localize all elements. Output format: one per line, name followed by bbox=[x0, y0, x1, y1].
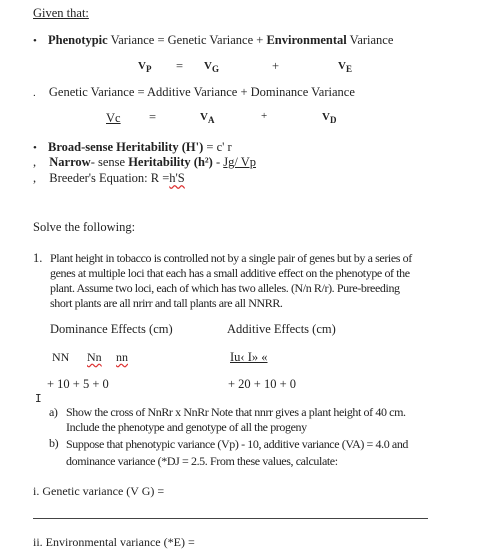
broad-sense-line bbox=[33, 140, 232, 155]
broad-sense-formula: = c' r bbox=[203, 140, 232, 154]
dominance-genotype-nn-lower: nn bbox=[116, 350, 128, 364]
breeders-equation-formula: h'S bbox=[169, 171, 185, 185]
part-a-text bbox=[66, 405, 406, 435]
given-heading: Given that: bbox=[33, 6, 89, 20]
part-b-line-1: Suppose that phenotypic variance (Vp) - 10, additive variance (VA) = 4.0 and bbox=[66, 437, 409, 451]
question-1-line: genes at multiple loci that each has a small additive effect on the phenotype of the bbox=[50, 266, 410, 280]
part-b-text bbox=[66, 436, 408, 470]
vp-symbol: $V_P$ bbox=[138, 60, 152, 75]
va-symbol: $V_A$ bbox=[200, 111, 215, 126]
genetic-variance-text: Genetic Variance = Additive Variance + Dominance Variance bbox=[48, 85, 355, 99]
narrow-sense-line bbox=[33, 155, 256, 170]
part-b-line-2: dominance variance (*DJ = 2.5. From these values, calculate: bbox=[66, 454, 338, 468]
question-1-number: 1. bbox=[33, 251, 43, 265]
part-a-label: a) bbox=[49, 405, 58, 419]
part-a-line-1: Show the cross of NnRr x NnRr Note that nnrr gives a plant height of 40 cm. bbox=[66, 405, 406, 419]
question-1-line: plant. Assume two loci, each of which has two alleles. (N/n R/r). Pure-breeding bbox=[50, 281, 400, 295]
answer-line[interactable] bbox=[33, 518, 428, 519]
breeders-eq-prefix: R = bbox=[147, 171, 170, 185]
ns-dash: - bbox=[212, 155, 224, 169]
vd-symbol: $V_D$ bbox=[322, 111, 337, 126]
text-cursor-icon: I bbox=[35, 392, 42, 405]
dominance-genotype-nn-het: Nn bbox=[87, 350, 102, 364]
environmental-variance-question: ii. Environmental variance (*E) = bbox=[33, 535, 195, 549]
phenotypic-variance-line bbox=[33, 33, 393, 48]
ve-symbol: $V_E$ bbox=[338, 60, 352, 75]
phen-mid-text: Variance = Genetic Variance + bbox=[107, 33, 267, 47]
narrow-sense-formula: Jg/ Vp bbox=[223, 155, 257, 169]
equals-sign-1: = bbox=[176, 59, 184, 73]
heritability-label: Heritability (h²) bbox=[128, 155, 213, 169]
breeders-equation-label: Breeder's Equation: bbox=[49, 171, 148, 185]
plus-sign-2: + bbox=[261, 110, 268, 122]
question-1-line: Plant height in tobacco is controlled not by a single pair of genes but by a series of bbox=[50, 251, 412, 265]
dominance-values: + 10 + 5 + 0 bbox=[47, 377, 109, 391]
additive-effects-header: Additive Effects (cm) bbox=[227, 322, 336, 336]
environmental-label: Environmental bbox=[266, 33, 347, 47]
equals-sign-2: = bbox=[149, 110, 157, 124]
comma-mark: , bbox=[33, 155, 37, 169]
additive-values: + 20 + 10 + 0 bbox=[228, 377, 297, 391]
breeders-equation-line bbox=[33, 171, 185, 186]
phenotypic-label: Phenotypic bbox=[47, 33, 108, 47]
bullet-icon: • bbox=[33, 142, 37, 154]
broad-sense-label: Broad-sense Heritability (H') bbox=[47, 140, 204, 154]
sense-label: - sense bbox=[90, 155, 129, 169]
part-a-line-2: Include the phenotype and genotype of all the progeny bbox=[66, 420, 307, 434]
phen-post-text: Variance bbox=[346, 33, 394, 47]
genetic-variance-question: i. Genetic variance (V G) = bbox=[33, 484, 165, 498]
narrow-label: Narrow bbox=[49, 155, 91, 169]
genetic-variance-line bbox=[33, 85, 355, 100]
dominance-genotype-nn-upper: NN bbox=[52, 350, 70, 364]
dot-icon: . bbox=[33, 87, 36, 99]
dominance-effects-header: Dominance Effects (cm) bbox=[50, 322, 173, 336]
vg-symbol: $V_G$ bbox=[204, 60, 219, 75]
additive-genotypes: Iu‹ I» « bbox=[230, 350, 268, 364]
plus-sign-1: + bbox=[272, 59, 280, 73]
part-b-label: b) bbox=[49, 436, 59, 450]
comma-mark: , bbox=[33, 171, 37, 185]
vc-symbol: Vc bbox=[106, 111, 121, 125]
solve-heading: Solve the following: bbox=[33, 220, 136, 234]
question-1-line: short plants are all nrirr and tall plants are all NNRR. bbox=[50, 296, 283, 310]
bullet-icon: • bbox=[33, 35, 37, 47]
question-1-text bbox=[50, 251, 412, 311]
